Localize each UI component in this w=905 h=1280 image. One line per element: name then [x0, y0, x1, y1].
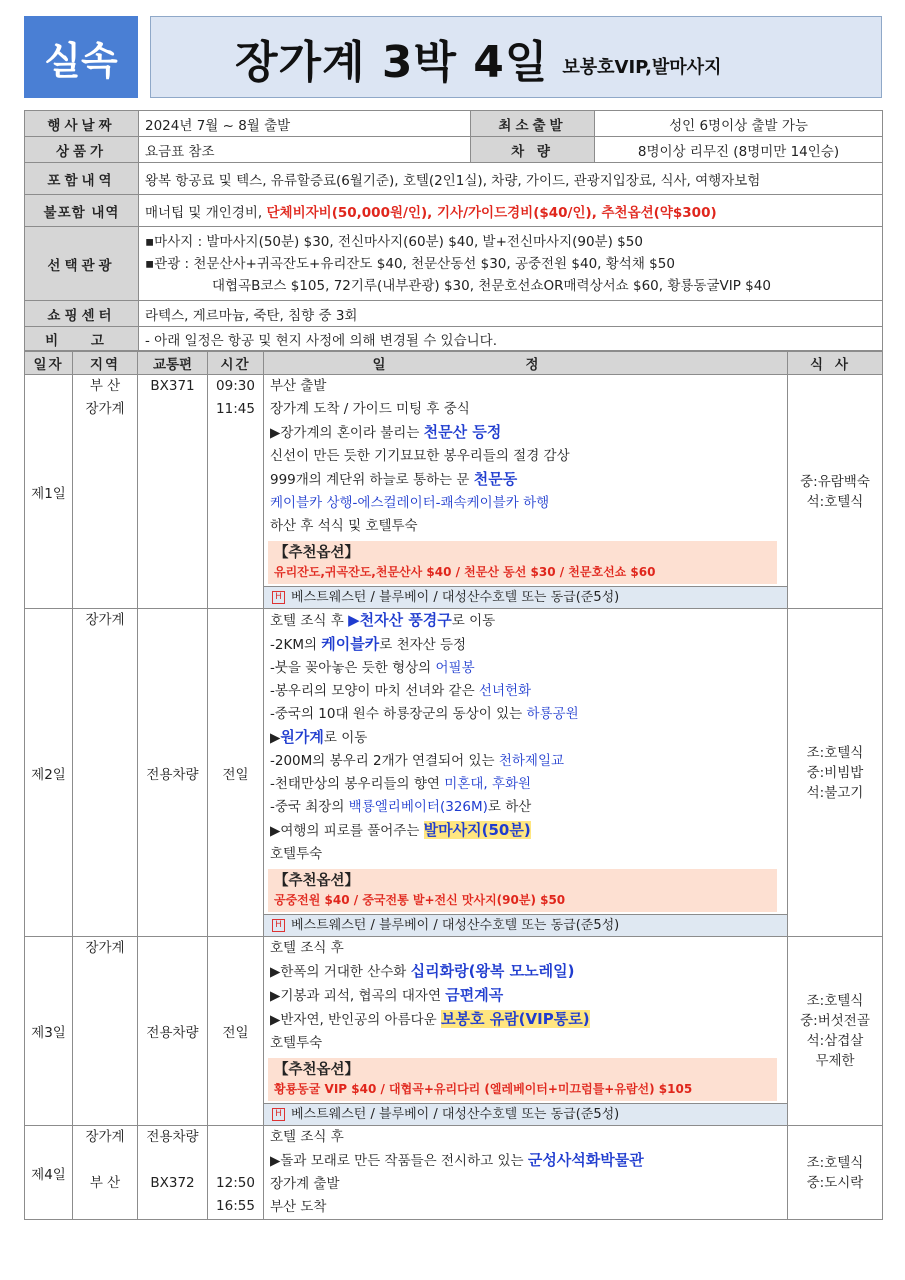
day4-line: 장가계 출발 [270, 1176, 340, 1192]
day2-text: -2KM의 [270, 637, 322, 653]
day3-meal-item: 석:삼겹살 [806, 1033, 864, 1049]
day1-line [270, 468, 781, 492]
day1-region-arrive: 장가계 [85, 401, 125, 417]
day1-meal-item: 석:호텔식 [806, 493, 864, 510]
day1-text: ▶장가계의 혼이라 불리는 [270, 425, 424, 441]
day2-text: -중국의 10대 원수 하룡장군의 동상이 있는 [270, 706, 527, 722]
date-value: 2024년 7월 ~ 8월 출발 [139, 111, 471, 137]
day3-option-title: 【추천옵션】 [274, 1062, 360, 1078]
day2-highlight: 천하제일교 [498, 753, 565, 769]
day2-line: 호텔투숙 [270, 846, 323, 862]
category-badge: 실속 [24, 16, 138, 98]
option-tour: ▪관광 : 천문산사+귀곡잔도+유리잔도 $40, 천문산동선 $30, 공중전원 $40, 황석채 $50 [145, 255, 675, 272]
day3-line [270, 1008, 781, 1032]
day4-text: ▶돌과 모래로 만든 작품들은 전시하고 있는 [270, 1153, 528, 1169]
day3-label: 제3일 [25, 937, 73, 1126]
day2-text: -천태만상의 봉우리들의 향연 [270, 776, 445, 792]
day3-text: ▶한폭의 거대한 산수화 [270, 964, 411, 980]
day1-transport: BX371 [138, 375, 208, 609]
day1-line: 부산 출발 [270, 378, 327, 394]
day1-highlight: 천문산 등정 [423, 423, 502, 441]
day2-highlight: 하룡공원 [526, 706, 579, 722]
day4-region [73, 1126, 138, 1220]
exclude-plain: 매너팁 및 개인경비, [145, 204, 263, 221]
day4-transport-flight: BX372 [150, 1175, 195, 1191]
day4-transport-bus: 전용차량 [146, 1129, 199, 1145]
day1-region [73, 375, 138, 609]
day1-line: 하산 후 석식 및 호텔투숙 [270, 518, 418, 534]
day4-time-depart: 12:50 [216, 1175, 255, 1191]
day4-row [25, 1126, 883, 1220]
day2-region: 장가계 [73, 609, 138, 937]
day3-text: ▶반자연, 반인공의 아름다운 [270, 1012, 441, 1028]
exclude-cell [139, 195, 883, 227]
col-itinerary: 일정 [264, 352, 788, 375]
day2-line [270, 657, 781, 680]
day2-line [270, 819, 781, 843]
day3-meal-item: 조:호텔식 [806, 993, 864, 1009]
day2-row [25, 609, 883, 937]
day1-line: 케이블카 상행-에스컬레이터-쾌속케이블카 하행 [270, 495, 550, 511]
day2-highlight: 미혼대, 후화원 [444, 776, 532, 792]
min-value: 성인 6명이상 출발 가능 [595, 111, 883, 137]
day1-line [270, 421, 781, 445]
day1-itinerary [264, 375, 788, 609]
day4-meal-item: 조:호텔식 [806, 1154, 864, 1171]
day2-meal-item: 석:불고기 [806, 784, 864, 801]
day1-label: 제1일 [25, 375, 73, 609]
col-transport: 교통편 [138, 352, 208, 375]
day4-transport [138, 1126, 208, 1220]
day2-line [270, 726, 781, 750]
hotel-icon: H [272, 919, 285, 932]
day1-meal-item: 중:유람백숙 [800, 473, 870, 490]
price-value: 요금표 참조 [139, 137, 471, 163]
day2-text: -200M의 봉우리 2개가 연결되어 있는 [270, 753, 499, 769]
day1-option-title: 【추천옵션】 [274, 545, 360, 561]
exclude-extra-fees: 단체비자비(50,000원/인), 기사/가이드경비($40/인), 추천옵션(약$300) [266, 204, 717, 221]
exclude-label: 불포함 내역 [25, 195, 139, 227]
day3-line: 호텔투숙 [270, 1035, 323, 1051]
day1-option-box [268, 541, 777, 584]
day3-line [270, 960, 781, 984]
day2-option-body: 공중전원 $40 / 중국전통 발+전신 맛사지(90분) $50 [274, 893, 566, 907]
day4-itinerary [264, 1126, 788, 1220]
day4-line: 부산 도착 [270, 1199, 327, 1215]
day4-time-arrive: 16:55 [216, 1198, 255, 1214]
min-label: 최소출발 [471, 111, 595, 137]
info-table [24, 110, 883, 351]
day1-meal [788, 375, 883, 609]
day2-itinerary [264, 609, 788, 937]
day3-hotel [264, 1103, 787, 1125]
day3-option-body: 황룡동굴 VIP $40 / 대협곡+유리다리 (엘레베이터+미끄럼틀+유람선) $105 [274, 1082, 693, 1096]
col-meal: 식사 [788, 352, 883, 375]
day3-line [270, 984, 781, 1008]
day4-label: 제4일 [25, 1126, 73, 1220]
day2-text: 로 이동 [323, 730, 368, 746]
day2-text: ▶여행의 피로를 풀어주는 [270, 823, 424, 839]
day2-highlight: 선녀헌화 [478, 683, 532, 699]
day1-highlight: 천문동 [473, 470, 518, 488]
day2-text: ▶ [270, 730, 281, 746]
include-value: 왕복 항공료 및 텍스, 유류할증료(6월기준), 호텔(2인1실), 차량, 가이드, 관광지입장료, 식사, 여행자보험 [139, 163, 883, 195]
title-box [150, 16, 882, 98]
day2-hotel [264, 914, 787, 936]
day2-meal-item: 조:호텔식 [806, 744, 864, 761]
day4-meal-item: 중:도시락 [806, 1174, 864, 1191]
day1-hotel [264, 586, 787, 608]
hotel-icon: H [272, 591, 285, 604]
day2-text: 로 하산 [487, 799, 532, 815]
note-value: - 아래 일정은 항공 및 현지 사정에 의해 변경될 수 있습니다. [139, 327, 883, 351]
page-title: 장가계 3박 4일 [235, 37, 549, 88]
day2-option-box [268, 869, 777, 912]
day3-meal [788, 937, 883, 1126]
day2-label: 제2일 [25, 609, 73, 937]
day4-line [270, 1149, 781, 1173]
day2-line [270, 796, 781, 819]
col-day: 일자 [25, 352, 73, 375]
option-label: 선택관광 [25, 227, 139, 301]
hotel-icon: H [272, 1108, 285, 1121]
shop-label: 쇼핑센터 [25, 301, 139, 327]
page-header [24, 16, 882, 98]
day1-time-depart: 09:30 [216, 378, 255, 394]
day2-text: 호텔 조식 후 [270, 613, 349, 629]
day2-text: -중국 최장의 [270, 799, 349, 815]
day2-highlight: 원가계 [280, 728, 324, 746]
price-label: 상품가 [25, 137, 139, 163]
day2-text: 로 천자산 등정 [379, 637, 467, 653]
option-massage: ▪마사지 : 발마사지(50분) $30, 전신마사지(60분) $40, 발+전신마사지(90분) $50 [145, 233, 643, 250]
day1-text: 999개의 계단위 하늘로 통하는 문 [270, 472, 474, 488]
day3-text: ▶기봉과 괴석, 협곡의 대자연 [270, 988, 446, 1004]
day2-text: -붓을 꽂아놓은 듯한 형상의 [270, 660, 436, 676]
date-label: 행사날짜 [25, 111, 139, 137]
day2-line [270, 750, 781, 773]
option-tour-cont: 대협곡B코스 $105, 72기루(내부관광) $30, 천문호선쇼OR매력상서쇼 $60, 황룡동굴VIP $40 [212, 277, 771, 294]
day3-time: 전일 [208, 937, 264, 1126]
day2-meal-item: 중:비빔밥 [806, 764, 864, 781]
vehicle-value: 8명이상 리무진 (8명미만 14인승) [595, 137, 883, 163]
day4-meal [788, 1126, 883, 1220]
schedule-table [24, 351, 883, 1220]
include-label: 포함내역 [25, 163, 139, 195]
day4-time [208, 1126, 264, 1220]
shop-value: 라텍스, 게르마늄, 죽탄, 침향 중 3회 [139, 301, 883, 327]
day3-hotel-text: 베스트웨스턴 / 블루베이 / 대성산수호텔 또는 동급(준5성) [291, 1107, 620, 1122]
day2-highlight: ▶천자산 풍경구 [348, 611, 452, 629]
day2-meal [788, 609, 883, 937]
day2-line [270, 633, 781, 657]
day1-region-depart: 부 산 [89, 378, 121, 394]
day1-option-body: 유리잔도,귀곡잔도,천문산사 $40 / 천문산 동선 $30 / 천문호선쇼 $60 [274, 565, 656, 579]
day1-hotel-text: 베스트웨스턴 / 블루베이 / 대성산수호텔 또는 동급(준5성) [291, 590, 620, 605]
day3-highlight: 십리화랑(왕복 모노레일) [410, 962, 575, 980]
day3-meal-item: 무제한 [815, 1053, 855, 1069]
day3-row [25, 937, 883, 1126]
option-cell [139, 227, 883, 301]
day2-hotel-text: 베스트웨스턴 / 블루베이 / 대성산수호텔 또는 동급(준5성) [291, 918, 620, 933]
day2-highlight: 케이블카 [321, 635, 380, 653]
day3-option-box [268, 1058, 777, 1101]
day2-highlight: 백룡엘리베이터(326M) [348, 799, 488, 815]
day4-region-arrive: 부 산 [89, 1175, 121, 1191]
col-time: 시간 [208, 352, 264, 375]
day2-transport: 전용차량 [138, 609, 208, 937]
day1-line: 장가계 도착 / 가이드 미팅 후 중식 [270, 401, 470, 417]
day3-itinerary [264, 937, 788, 1126]
day2-text: 로 이동 [451, 613, 496, 629]
day1-time-arrive: 11:45 [216, 401, 255, 417]
col-region: 지역 [73, 352, 138, 375]
day2-time: 전일 [208, 609, 264, 937]
day2-line [270, 703, 781, 726]
day2-option-title: 【추천옵션】 [274, 873, 360, 889]
day2-text: -봉우리의 모양이 마치 선녀와 같은 [270, 683, 479, 699]
day3-region: 장가계 [73, 937, 138, 1126]
day1-line: 신선이 만든 듯한 기기묘묘한 봉우리들의 절경 감상 [270, 448, 570, 464]
day4-highlight: 군성사석화박물관 [527, 1151, 644, 1169]
day2-line [270, 680, 781, 703]
vehicle-label: 차 량 [471, 137, 595, 163]
day4-line: 호텔 조식 후 [270, 1129, 344, 1145]
day4-region-depart: 장가계 [85, 1129, 125, 1145]
page-subtitle: 보봉호VIP,발마사지 [562, 57, 722, 78]
day2-line [270, 773, 781, 796]
day3-highlight: 금편계곡 [445, 986, 504, 1004]
day3-transport: 전용차량 [138, 937, 208, 1126]
day3-meal-item: 중:버섯전골 [800, 1013, 870, 1029]
day3-line: 호텔 조식 후 [270, 940, 344, 956]
day1-row [25, 375, 883, 609]
day2-line [270, 609, 781, 633]
day2-highlight: 어필봉 [435, 660, 475, 676]
day2-highlight: 발마사지(50분) [423, 821, 531, 839]
note-label: 비 고 [25, 327, 139, 351]
day3-highlight: 보봉호 유람(VIP통로) [441, 1010, 590, 1028]
day1-time [208, 375, 264, 609]
